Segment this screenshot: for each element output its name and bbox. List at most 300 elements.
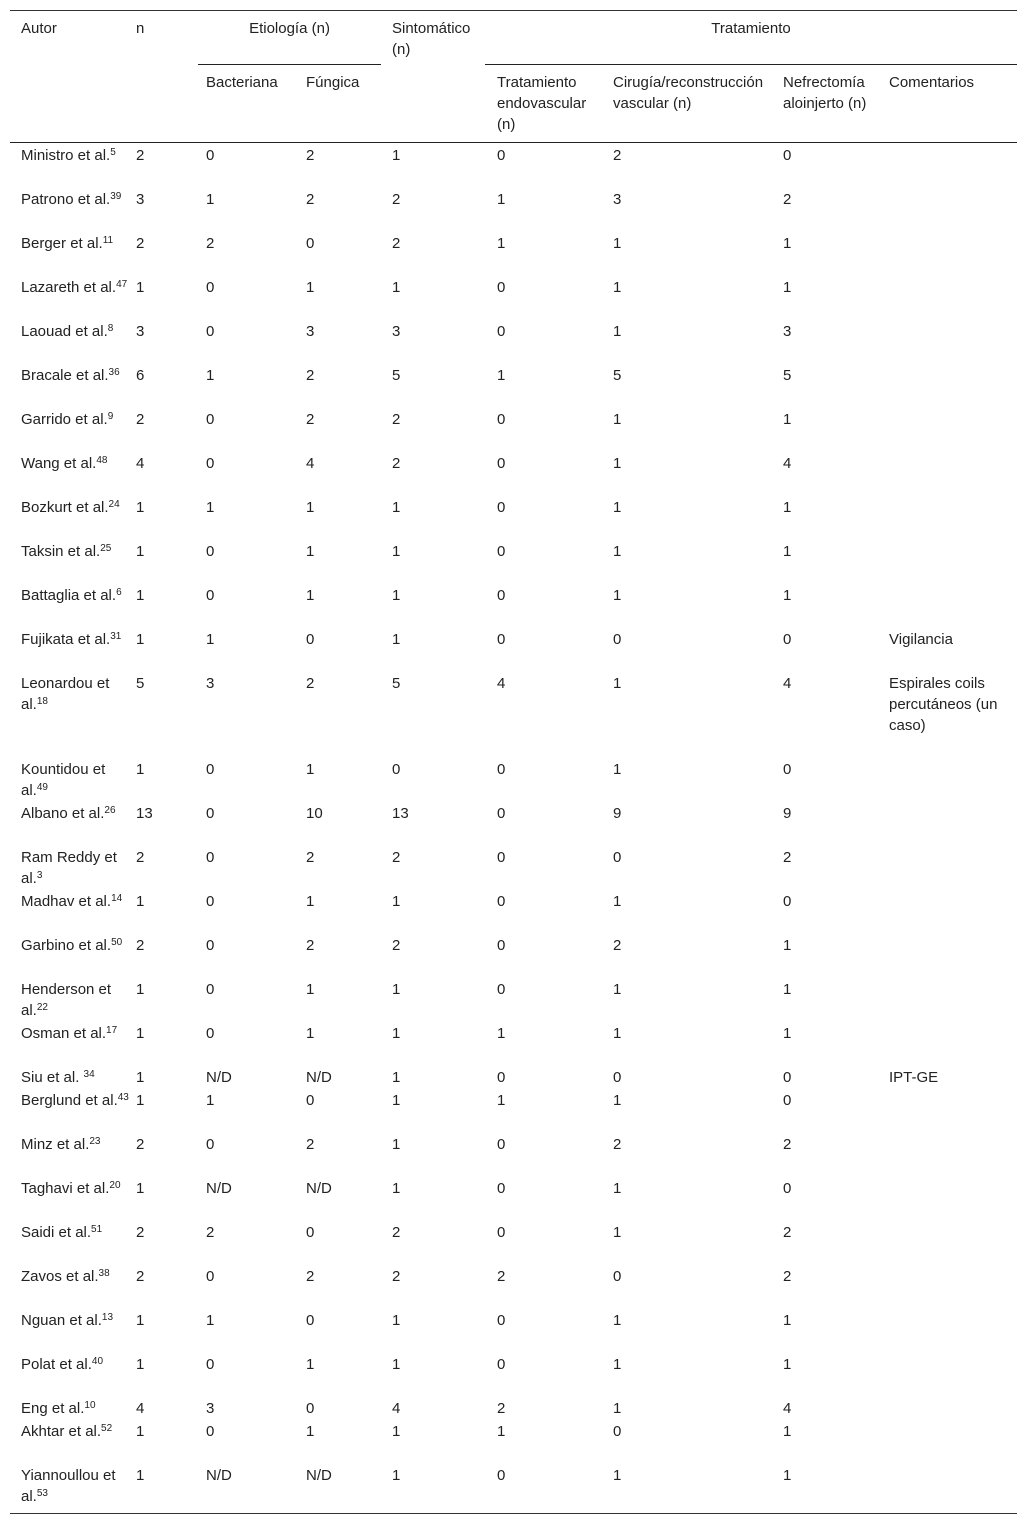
author-name: Bracale et al. xyxy=(21,367,109,384)
cell-sint: 1 xyxy=(392,147,401,164)
cell-com xyxy=(887,495,1017,539)
cell-com xyxy=(887,1176,1017,1220)
cell-fung: 2 xyxy=(306,1268,315,1285)
cell-n: 3 xyxy=(136,323,145,340)
cell-cir: 1 xyxy=(613,761,622,778)
reference-number: 48 xyxy=(96,455,108,466)
cell-cir: 1 xyxy=(613,1092,622,1109)
cell-sint: 3 xyxy=(392,323,401,340)
reference-number: 22 xyxy=(36,1002,48,1013)
cell-fung: 2 xyxy=(306,411,315,428)
author-name: Garrido et al. xyxy=(21,411,108,428)
cell-cir: 0 xyxy=(613,1268,622,1285)
cell-fung: 2 xyxy=(306,367,315,384)
cell-nef: 9 xyxy=(783,805,792,822)
cell-nef: 0 xyxy=(783,631,792,648)
table-row xyxy=(10,407,1017,451)
author-name: Fujikata et al. xyxy=(21,631,111,648)
cell-autor xyxy=(10,1220,136,1264)
cell-com xyxy=(887,1132,1017,1176)
reference-number: 26 xyxy=(104,805,116,816)
cell-cir: 1 xyxy=(613,1025,622,1042)
cell-n: 4 xyxy=(136,1400,145,1417)
cell-cir: 1 xyxy=(613,587,622,604)
cell-autor xyxy=(10,757,136,801)
cell-endo: 0 xyxy=(497,279,506,296)
cell-fung: 0 xyxy=(306,1224,315,1241)
reference-number: 20 xyxy=(109,1180,121,1191)
cell-nef: 1 xyxy=(783,1467,792,1484)
cell-sint: 1 xyxy=(392,279,401,296)
reference-number: 17 xyxy=(106,1025,118,1036)
cell-bact: 0 xyxy=(206,849,215,866)
cell-n: 2 xyxy=(136,147,145,164)
cell-com xyxy=(887,889,1017,933)
cell-fung: 1 xyxy=(306,1025,315,1042)
cell-com xyxy=(887,187,1017,231)
reference-number: 31 xyxy=(110,631,122,642)
cell-fung: N/D xyxy=(306,1467,332,1484)
cell-endo: 0 xyxy=(497,1136,506,1153)
cell-bact: 0 xyxy=(206,1423,215,1440)
table-row xyxy=(10,495,1017,539)
cell-sint: 2 xyxy=(392,191,401,208)
cell-bact: 1 xyxy=(206,499,215,516)
cell-cir: 1 xyxy=(613,1312,622,1329)
table-row xyxy=(10,889,1017,933)
reference-number: 38 xyxy=(98,1268,110,1279)
cell-n: 1 xyxy=(136,1180,145,1197)
cell-autor xyxy=(10,1308,136,1352)
cell-endo: 0 xyxy=(497,981,506,998)
cell-nef: 1 xyxy=(783,981,792,998)
cell-com xyxy=(887,801,1017,845)
cell-fung: 1 xyxy=(306,761,315,778)
header-cirugia: Cirugía/reconstrucción vascular (n) xyxy=(601,65,781,143)
cell-nef: 2 xyxy=(783,849,792,866)
cell-cir: 0 xyxy=(613,1069,622,1086)
cell-cir: 2 xyxy=(613,937,622,954)
cell-com xyxy=(887,1308,1017,1352)
cell-n: 2 xyxy=(136,235,145,252)
cell-endo: 0 xyxy=(497,1069,506,1086)
cell-cir: 0 xyxy=(613,1423,622,1440)
cell-sint: 1 xyxy=(392,587,401,604)
cell-endo: 0 xyxy=(497,893,506,910)
cell-autor xyxy=(10,801,136,845)
reference-number: 25 xyxy=(100,543,112,554)
cell-autor xyxy=(10,845,136,889)
cell-autor xyxy=(10,977,136,1021)
table-row xyxy=(10,275,1017,319)
table-row xyxy=(10,363,1017,407)
cell-sint: 1 xyxy=(392,1025,401,1042)
cell-cir: 2 xyxy=(613,1136,622,1153)
table-row xyxy=(10,845,1017,889)
cell-sint: 2 xyxy=(392,1224,401,1241)
cell-autor xyxy=(10,1176,136,1220)
cell-autor xyxy=(10,143,136,188)
cell-sint: 2 xyxy=(392,235,401,252)
reference-number: 34 xyxy=(83,1069,95,1080)
header-endovascular: Tratamiento endovascular (n) xyxy=(485,65,601,143)
cell-sint: 5 xyxy=(392,675,401,692)
cell-n: 2 xyxy=(136,849,145,866)
cell-com xyxy=(887,845,1017,889)
cell-n: 2 xyxy=(136,411,145,428)
cell-bact: 0 xyxy=(206,937,215,954)
cell-bact: 1 xyxy=(206,631,215,648)
cell-autor xyxy=(10,187,136,231)
cell-bact: 2 xyxy=(206,235,215,252)
cell-sint: 2 xyxy=(392,849,401,866)
cell-fung: N/D xyxy=(306,1069,332,1086)
reference-number: 14 xyxy=(111,893,123,904)
cell-nef: 2 xyxy=(783,1136,792,1153)
table-row xyxy=(10,451,1017,495)
reference-number: 36 xyxy=(108,367,120,378)
cell-sint: 1 xyxy=(392,631,401,648)
reference-number: 9 xyxy=(107,411,114,422)
cell-endo: 0 xyxy=(497,499,506,516)
cell-cir: 0 xyxy=(613,631,622,648)
cell-autor xyxy=(10,319,136,363)
cell-endo: 0 xyxy=(497,147,506,164)
table-container xyxy=(10,10,1017,1514)
cell-endo: 0 xyxy=(497,1467,506,1484)
cell-com: Vigilancia xyxy=(889,631,953,648)
cell-autor xyxy=(10,231,136,275)
cell-n: 2 xyxy=(136,1136,145,1153)
cell-n: 1 xyxy=(136,1092,145,1109)
cell-nef: 1 xyxy=(783,937,792,954)
reference-number: 11 xyxy=(102,235,114,246)
cell-com xyxy=(887,1021,1017,1065)
cell-cir: 1 xyxy=(613,1224,622,1241)
reference-number: 24 xyxy=(108,499,120,510)
reference-number: 40 xyxy=(91,1356,104,1367)
cell-fung: 1 xyxy=(306,543,315,560)
table-row xyxy=(10,187,1017,231)
cell-com xyxy=(887,583,1017,627)
cell-fung: 0 xyxy=(306,1400,315,1417)
cell-sint: 1 xyxy=(392,1312,401,1329)
cell-cir: 1 xyxy=(613,1180,622,1197)
author-name: Nguan et al. xyxy=(21,1312,102,1329)
cell-autor xyxy=(10,495,136,539)
cell-nef: 1 xyxy=(783,1312,792,1329)
cell-sint: 4 xyxy=(392,1400,401,1417)
cell-autor xyxy=(10,583,136,627)
cell-endo: 1 xyxy=(497,191,506,208)
cell-bact: 0 xyxy=(206,805,215,822)
author-name: Berger et al. xyxy=(21,235,103,252)
cell-sint: 1 xyxy=(392,543,401,560)
author-name: Saidi et al. xyxy=(21,1224,92,1241)
table-row xyxy=(10,143,1017,188)
cell-bact: 0 xyxy=(206,761,215,778)
cell-autor xyxy=(10,1021,136,1065)
cell-com xyxy=(887,1396,1017,1419)
table-row xyxy=(10,671,1017,757)
cell-endo: 2 xyxy=(497,1400,506,1417)
cell-fung: 1 xyxy=(306,981,315,998)
cell-sint: 1 xyxy=(392,1180,401,1197)
cell-n: 1 xyxy=(136,631,145,648)
cell-n: 6 xyxy=(136,367,145,384)
cell-com xyxy=(887,275,1017,319)
author-name: Osman et al. xyxy=(21,1025,107,1042)
table-row xyxy=(10,1176,1017,1220)
author-name: Laouad et al. xyxy=(21,323,108,340)
cell-bact: 0 xyxy=(206,1025,215,1042)
cell-fung: 1 xyxy=(306,499,315,516)
header-bacteriana: Bacteriana xyxy=(198,65,299,143)
cell-fung: 1 xyxy=(306,893,315,910)
cell-n: 1 xyxy=(136,761,145,778)
cell-bact: N/D xyxy=(206,1069,232,1086)
reference-number: 47 xyxy=(116,279,128,290)
cell-com xyxy=(887,1463,1017,1514)
cell-bact: 3 xyxy=(206,1400,215,1417)
cell-n: 2 xyxy=(136,1224,145,1241)
cell-autor xyxy=(10,1463,136,1514)
author-name: Kountidou et al. xyxy=(21,761,106,799)
cell-n: 1 xyxy=(136,499,145,516)
cell-fung: 1 xyxy=(306,1423,315,1440)
cell-nef: 1 xyxy=(783,587,792,604)
author-name: Ram Reddy et al. xyxy=(21,849,117,887)
table-row xyxy=(10,1396,1017,1419)
cell-fung: 2 xyxy=(306,191,315,208)
cell-nef: 1 xyxy=(783,235,792,252)
author-name: Madhav et al. xyxy=(21,893,112,910)
cell-nef: 1 xyxy=(783,279,792,296)
cell-bact: 1 xyxy=(206,367,215,384)
cell-cir: 1 xyxy=(613,675,622,692)
cell-bact: 0 xyxy=(206,323,215,340)
cell-nef: 1 xyxy=(783,499,792,516)
cell-endo: 0 xyxy=(497,543,506,560)
cell-sint: 5 xyxy=(392,367,401,384)
cell-sint: 2 xyxy=(392,455,401,472)
cell-bact: 0 xyxy=(206,1136,215,1153)
cell-cir: 1 xyxy=(613,499,622,516)
author-name: Henderson et al. xyxy=(21,981,112,1019)
cell-endo: 0 xyxy=(497,1356,506,1373)
author-name: Albano et al. xyxy=(21,805,105,822)
cell-com xyxy=(887,319,1017,363)
cell-n: 1 xyxy=(136,587,145,604)
cell-n: 2 xyxy=(136,937,145,954)
cell-nef: 5 xyxy=(783,367,792,384)
table-row xyxy=(10,231,1017,275)
author-name: Lazareth et al. xyxy=(21,279,117,296)
cell-nef: 0 xyxy=(783,1180,792,1197)
cell-nef: 0 xyxy=(783,147,792,164)
cell-fung: 2 xyxy=(306,675,315,692)
cell-nef: 1 xyxy=(783,543,792,560)
cell-sint: 1 xyxy=(392,981,401,998)
cell-cir: 1 xyxy=(613,411,622,428)
cell-sint: 2 xyxy=(392,937,401,954)
author-name: Bozkurt et al. xyxy=(21,499,109,516)
table-row xyxy=(10,1352,1017,1396)
cell-bact: 1 xyxy=(206,191,215,208)
cell-autor xyxy=(10,539,136,583)
cell-endo: 1 xyxy=(497,1092,506,1109)
table-row xyxy=(10,801,1017,845)
cell-endo: 0 xyxy=(497,323,506,340)
cell-fung: 1 xyxy=(306,279,315,296)
cell-endo: 0 xyxy=(497,411,506,428)
cell-sint: 1 xyxy=(392,1136,401,1153)
cell-bact: 0 xyxy=(206,455,215,472)
cell-sint: 1 xyxy=(392,1356,401,1373)
author-name: Minz et al. xyxy=(21,1136,90,1153)
author-name: Ministro et al. xyxy=(21,147,111,164)
cell-endo: 4 xyxy=(497,675,506,692)
reference-number: 53 xyxy=(36,1488,48,1499)
table-row xyxy=(10,1132,1017,1176)
cell-cir: 1 xyxy=(613,1356,622,1373)
cell-bact: 0 xyxy=(206,981,215,998)
author-name: Wang et al. xyxy=(21,455,97,472)
cell-bact: 0 xyxy=(206,1268,215,1285)
table-row xyxy=(10,1021,1017,1065)
results-table xyxy=(10,10,1017,1514)
reference-number: 43 xyxy=(117,1092,129,1103)
cell-cir: 9 xyxy=(613,805,622,822)
cell-sint: 1 xyxy=(392,1467,401,1484)
cell-endo: 0 xyxy=(497,805,506,822)
author-name: Akhtar et al. xyxy=(21,1423,102,1440)
cell-nef: 0 xyxy=(783,1092,792,1109)
cell-nef: 2 xyxy=(783,1224,792,1241)
reference-number: 13 xyxy=(101,1312,114,1323)
reference-number: 49 xyxy=(36,782,48,793)
cell-fung: 1 xyxy=(306,587,315,604)
cell-bact: N/D xyxy=(206,1180,232,1197)
cell-com xyxy=(887,1220,1017,1264)
cell-com: Espirales coils percutáneos (un caso) xyxy=(889,675,998,734)
cell-autor xyxy=(10,1065,136,1088)
cell-com xyxy=(887,451,1017,495)
cell-bact: 0 xyxy=(206,279,215,296)
cell-fung: 2 xyxy=(306,147,315,164)
cell-endo: 0 xyxy=(497,587,506,604)
cell-sint: 1 xyxy=(392,1092,401,1109)
cell-bact: 1 xyxy=(206,1092,215,1109)
cell-autor xyxy=(10,627,136,671)
cell-fung: 4 xyxy=(306,455,315,472)
cell-cir: 1 xyxy=(613,455,622,472)
table-row xyxy=(10,319,1017,363)
cell-cir: 1 xyxy=(613,1467,622,1484)
header-sintomatico: Sintomático (n) xyxy=(392,20,471,58)
cell-com: IPT-GE xyxy=(889,1069,939,1086)
reference-number: 52 xyxy=(101,1423,113,1434)
cell-fung: 2 xyxy=(306,849,315,866)
cell-nef: 4 xyxy=(783,1400,792,1417)
cell-endo: 1 xyxy=(497,1025,506,1042)
cell-nef: 0 xyxy=(783,1069,792,1086)
author-name: Taghavi et al. xyxy=(21,1180,110,1197)
author-name: Zavos et al. xyxy=(21,1268,99,1285)
cell-autor xyxy=(10,1088,136,1132)
cell-nef: 1 xyxy=(783,1356,792,1373)
header-etiologia-label: Etiología (n) xyxy=(249,20,330,37)
cell-cir: 1 xyxy=(613,279,622,296)
reference-number: 23 xyxy=(89,1136,101,1147)
cell-fung: 3 xyxy=(306,323,315,340)
cell-sint: 0 xyxy=(392,761,401,778)
author-name: Leonardou et al. xyxy=(21,675,110,713)
cell-endo: 1 xyxy=(497,367,506,384)
cell-nef: 4 xyxy=(783,455,792,472)
reference-number: 8 xyxy=(107,323,114,334)
table-row xyxy=(10,1419,1017,1463)
cell-endo: 0 xyxy=(497,1312,506,1329)
header-fungica: Fúngica xyxy=(299,65,381,143)
cell-autor xyxy=(10,1264,136,1308)
cell-autor xyxy=(10,407,136,451)
header-etiologia xyxy=(198,11,381,65)
cell-n: 1 xyxy=(136,893,145,910)
cell-com xyxy=(887,539,1017,583)
table-row xyxy=(10,933,1017,977)
cell-bact: 0 xyxy=(206,411,215,428)
cell-fung: 0 xyxy=(306,235,315,252)
author-name: Siu et al. xyxy=(21,1069,84,1086)
cell-cir: 3 xyxy=(613,191,622,208)
cell-autor xyxy=(10,1352,136,1396)
cell-com xyxy=(887,143,1017,188)
cell-n: 4 xyxy=(136,455,145,472)
cell-autor xyxy=(10,275,136,319)
cell-sint: 1 xyxy=(392,499,401,516)
cell-endo: 1 xyxy=(497,235,506,252)
cell-sint: 13 xyxy=(392,805,409,822)
cell-cir: 5 xyxy=(613,367,622,384)
cell-endo: 0 xyxy=(497,761,506,778)
cell-autor xyxy=(10,889,136,933)
cell-cir: 1 xyxy=(613,893,622,910)
reference-number: 10 xyxy=(84,1400,96,1411)
cell-bact: 0 xyxy=(206,587,215,604)
cell-endo: 0 xyxy=(497,455,506,472)
table-row xyxy=(10,1264,1017,1308)
cell-n: 1 xyxy=(136,1467,145,1484)
header-tratamiento-label: Tratamiento xyxy=(711,20,791,37)
cell-sint: 1 xyxy=(392,1423,401,1440)
cell-autor xyxy=(10,1132,136,1176)
reference-number: 6 xyxy=(116,587,122,598)
author-name: Battaglia et al. xyxy=(21,587,117,604)
cell-n: 3 xyxy=(136,191,145,208)
cell-nef: 2 xyxy=(783,1268,792,1285)
cell-autor xyxy=(10,671,136,757)
cell-fung: 0 xyxy=(306,1092,315,1109)
table-row xyxy=(10,1088,1017,1132)
cell-n: 1 xyxy=(136,981,145,998)
reference-number: 5 xyxy=(110,147,116,158)
author-name: Patrono et al. xyxy=(21,191,111,208)
cell-fung: 10 xyxy=(306,805,323,822)
cell-endo: 0 xyxy=(497,849,506,866)
reference-number: 51 xyxy=(91,1224,103,1235)
cell-fung: 0 xyxy=(306,631,315,648)
